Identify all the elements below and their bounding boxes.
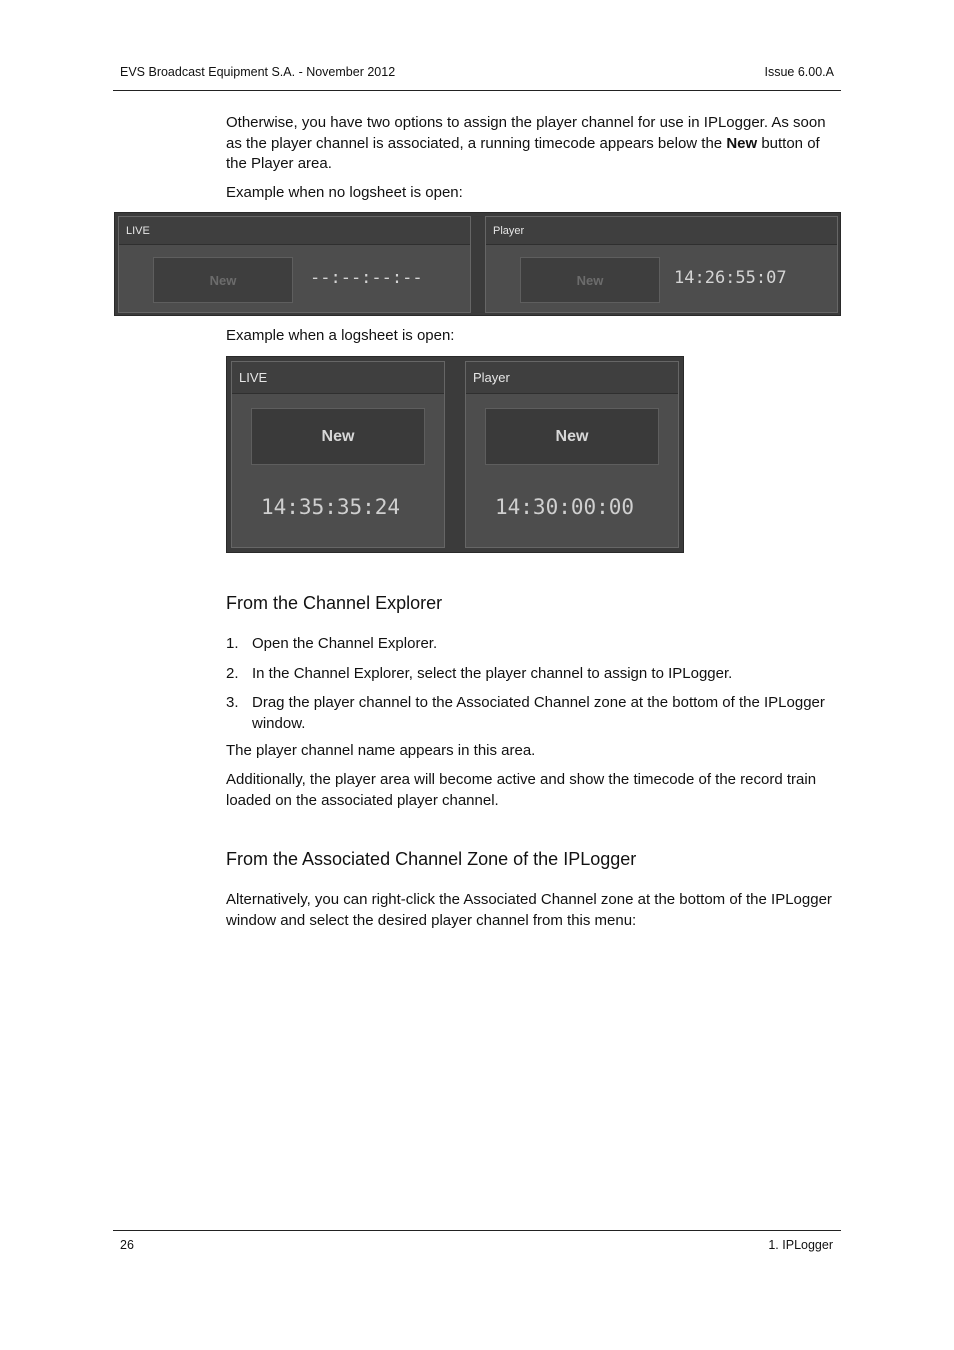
player-timecode: 14:30:00:00 xyxy=(495,495,635,519)
footer-chapter: 1. IPLogger xyxy=(768,1238,833,1252)
live-timecode: 14:35:35:24 xyxy=(261,495,401,519)
section-channel-explorer xyxy=(226,593,842,614)
section-heading: From the Associated Channel Zone of the IPLogger xyxy=(226,849,637,869)
example1-caption: Example when no logsheet is open: xyxy=(226,184,463,201)
live-pane-title: LIVE xyxy=(119,217,470,245)
step-text: In the Channel Explorer, select the player channel to assign to IPLogger. xyxy=(252,664,733,682)
live-timecode: --:--:--:-- xyxy=(310,268,423,288)
step-number: 1. xyxy=(226,635,239,652)
player-pane-title: Player xyxy=(486,217,837,245)
footer-rule xyxy=(113,1230,841,1231)
live-pane xyxy=(118,216,471,313)
steps-list xyxy=(226,634,842,743)
header-issue: Issue 6.00.A xyxy=(764,65,834,79)
player-new-button[interactable]: New xyxy=(485,408,659,465)
section-associated-channel-zone xyxy=(226,849,842,870)
header-publisher: EVS Broadcast Equipment S.A. - November 2012 xyxy=(120,65,396,79)
header-rule xyxy=(113,90,841,91)
player-pane xyxy=(465,361,679,548)
live-new-button[interactable]: New xyxy=(251,408,425,465)
live-new-button[interactable]: New xyxy=(153,257,293,303)
step-text: Open the Channel Explorer. xyxy=(252,635,438,652)
player-new-button[interactable]: New xyxy=(520,257,660,303)
list-item xyxy=(226,693,842,734)
step-number: 3. xyxy=(226,694,239,711)
step-text: Drag the player channel to the Associated Channel zone at the bottom of the IPLogger window. xyxy=(252,694,825,732)
live-pane-title: LIVE xyxy=(232,362,444,394)
example2-caption: Example when a logsheet is open: xyxy=(226,327,455,344)
list-item xyxy=(226,664,842,685)
list-item xyxy=(226,634,842,655)
section2-body: Alternatively, you can right-click the Associated Channel zone at the bottom of the IPLogger window and select the desired player channel from this menu: xyxy=(226,891,832,929)
player-timecode: 14:26:55:07 xyxy=(674,268,787,288)
live-pane xyxy=(231,361,445,548)
step-number: 2. xyxy=(226,664,239,682)
page-number: 26 xyxy=(120,1238,134,1252)
result-paragraph-2: Additionally, the player area will become active and show the timecode of the record train loaded on the associated player channel. xyxy=(226,771,817,809)
result-paragraph-1: The player channel name appears in this area. xyxy=(226,742,536,759)
screenshot-no-logsheet xyxy=(114,212,841,316)
section-heading: From the Channel Explorer xyxy=(226,593,443,613)
screenshot-logsheet-open xyxy=(226,356,684,553)
player-pane xyxy=(485,216,838,313)
player-pane-title: Player xyxy=(466,362,678,394)
intro-paragraph: Otherwise, you have two options to assign the player channel for use in IPLogger. As soon as the player channel is associated, a running timecode appears below the New button of the Player area. xyxy=(226,114,826,172)
